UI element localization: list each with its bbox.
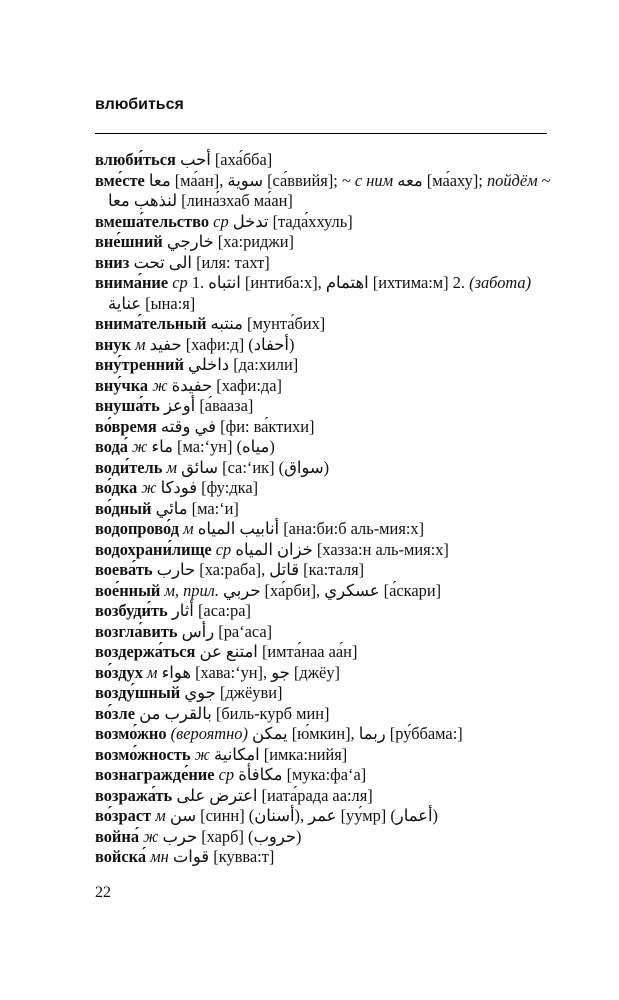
dictionary-entry bbox=[95, 171, 550, 192]
headword: во́зраст bbox=[95, 806, 152, 825]
translation: حرب [харб] (حروب) bbox=[158, 826, 302, 846]
dictionary-entry bbox=[95, 622, 550, 643]
dictionary-entry bbox=[95, 417, 550, 438]
translation: تدخل [тада́ххуль] bbox=[228, 211, 353, 231]
translation: فودكا [фу:дка] bbox=[156, 478, 259, 497]
grammar-label: ж bbox=[127, 437, 148, 456]
translation: الى تحت [иля: тахт] bbox=[129, 252, 270, 272]
entry-continuation bbox=[95, 191, 550, 212]
entry-text: لنذهب معا [лина́зхаб ма́ан] bbox=[108, 191, 293, 210]
dictionary-entry bbox=[95, 355, 550, 376]
headword: вне́шний bbox=[95, 232, 163, 251]
translation: خزان المياه [хазза:н аль-мия:х] bbox=[231, 539, 449, 559]
headword: возмо́жно bbox=[95, 724, 167, 743]
dictionary-entry bbox=[95, 519, 550, 540]
translation: قوات [кувва:т] bbox=[168, 847, 275, 866]
dictionary-entry bbox=[95, 212, 550, 233]
translation: يمكن [ю́мкин], ربما [ру́ббама:] bbox=[247, 724, 463, 743]
dictionary-entry bbox=[95, 581, 550, 602]
headword: возду́шный bbox=[95, 683, 181, 702]
grammar-label: ср bbox=[211, 539, 232, 559]
headword: вмеша́тельство bbox=[95, 211, 210, 231]
headword: во́дный bbox=[95, 498, 152, 518]
dictionary-entry bbox=[95, 253, 550, 274]
translation: سن [синн] (أسنان), عمر [уу́мр] (أعمار) bbox=[165, 806, 438, 825]
dictionary-entry bbox=[95, 396, 550, 417]
translation: في وقته [фи: ва́ктихи] bbox=[156, 416, 315, 436]
translation: حارب [ха:раба], قاتل [ка:таля] bbox=[152, 560, 365, 579]
translation: حربي [ха́рби], عسكري [а́скари] bbox=[218, 580, 442, 600]
translation: هواء [хава:‘ун], جو [джёу] bbox=[157, 662, 340, 682]
dictionary-entry bbox=[95, 642, 550, 663]
headword: вниз bbox=[95, 252, 130, 272]
translation: أحب [аха́бба] bbox=[175, 150, 273, 169]
dictionary-entry bbox=[95, 437, 550, 458]
dictionary-entry bbox=[95, 745, 550, 766]
headword: водохрани́лище bbox=[95, 539, 212, 559]
translation: اعترض على [иата́рада аа:ля] bbox=[172, 785, 373, 805]
grammar-label: ж bbox=[148, 375, 168, 395]
headword: вну́тренний bbox=[95, 355, 184, 374]
grammar-label: ж bbox=[139, 826, 159, 846]
translation: سائق [са:‘ик] (سواق) bbox=[176, 457, 330, 477]
grammar-label: м bbox=[179, 519, 194, 538]
headword: во́дка bbox=[95, 478, 138, 497]
dictionary-entry bbox=[95, 376, 550, 397]
entry-text: عناية [ына:я] bbox=[108, 293, 196, 313]
translation: داخلي [да:хили] bbox=[183, 355, 299, 374]
dictionary-entry bbox=[95, 499, 550, 520]
translation: ~ bbox=[537, 170, 551, 190]
grammar-label: (вероятно) bbox=[166, 724, 248, 743]
grammar-label: мн bbox=[146, 847, 169, 866]
dictionary-entry bbox=[95, 540, 550, 561]
headword: воздержа́ться bbox=[95, 642, 196, 661]
headword: возража́ть bbox=[95, 785, 173, 805]
dictionary-entry bbox=[95, 683, 550, 704]
translation: خارجي [ха:риджи] bbox=[162, 232, 294, 251]
headword: водопрово́д bbox=[95, 519, 180, 538]
header-rule bbox=[95, 133, 547, 134]
translation: حفيد [хафи:д] (أحفاد) bbox=[145, 334, 295, 354]
translation: أثار [аса:ра] bbox=[167, 601, 251, 620]
dictionary-entry bbox=[95, 806, 550, 827]
grammar-label: м, прил. bbox=[160, 580, 219, 600]
headword: вну́чка bbox=[95, 375, 149, 395]
translation: جوي [джёуви] bbox=[180, 683, 283, 702]
headword: возгла́вить bbox=[95, 621, 178, 641]
dictionary-entry bbox=[95, 314, 550, 335]
headword: вознагражде́ние bbox=[95, 765, 215, 784]
translation: امتنع عن [имта́наа аа́н] bbox=[195, 642, 358, 661]
headword: войска́ bbox=[95, 847, 147, 866]
running-head: влюбиться bbox=[95, 96, 184, 113]
dictionary-entry bbox=[95, 786, 550, 807]
grammar-label: ср bbox=[168, 273, 188, 292]
dictionary-entry bbox=[95, 663, 550, 684]
headword: воева́ть bbox=[95, 560, 153, 579]
dictionary-entry bbox=[95, 458, 550, 479]
headword: во́зле bbox=[95, 703, 135, 723]
headword: возмо́жность bbox=[95, 744, 191, 764]
translation: مائي [ма:‘и] bbox=[151, 498, 239, 518]
dictionary-entry bbox=[95, 601, 550, 622]
headword: внуша́ть bbox=[95, 396, 160, 415]
dictionary-entry bbox=[95, 560, 550, 581]
grammar-label: ж bbox=[190, 744, 210, 764]
translation: معا [ма́ан], سوية [са́ввийя]; ~ bbox=[144, 170, 355, 190]
translation: ماء [ма:‘ун] (مياه) bbox=[147, 437, 275, 456]
entry-continuation bbox=[95, 294, 550, 315]
translation: 1. انتباه [интиба:х], اهتمام [ихтима:м] 2. bbox=[187, 273, 470, 292]
translation: حفيدة [хафи:да] bbox=[167, 375, 282, 395]
dictionary-entry bbox=[95, 335, 550, 356]
translation: بالقرب من [биль-курб мин] bbox=[135, 703, 330, 723]
dictionary-entry bbox=[95, 847, 550, 868]
translation: أوعز [а́вааза] bbox=[159, 396, 254, 415]
headword: вое́нный bbox=[95, 580, 161, 600]
dictionary-entry bbox=[95, 724, 550, 745]
translation: منتبه [мунта́бих] bbox=[206, 314, 326, 333]
headword: возбуди́ть bbox=[95, 601, 168, 620]
grammar-label: ж bbox=[137, 478, 157, 497]
grammar-label: м bbox=[151, 806, 166, 825]
headword: вода́ bbox=[95, 437, 128, 456]
headword: во́здух bbox=[95, 662, 143, 682]
translation: معه [ма́аху]; bbox=[393, 170, 487, 190]
dictionary-entry bbox=[95, 273, 550, 294]
translation: أنابيب المياه [ана:би:б аль-мия:х] bbox=[193, 519, 425, 538]
grammar-label: м bbox=[142, 662, 158, 682]
translation: مكافأة [мука:фа‘а] bbox=[234, 765, 367, 784]
headword: внук bbox=[95, 334, 131, 354]
headword: води́тель bbox=[95, 457, 163, 477]
usage-label: пойдём bbox=[486, 170, 538, 190]
dictionary-entries bbox=[95, 150, 550, 868]
headword: внима́ние bbox=[95, 273, 169, 292]
grammar-label: м bbox=[130, 334, 146, 354]
dictionary-entry bbox=[95, 827, 550, 848]
headword: влюби́ться bbox=[95, 150, 176, 169]
translation: امكانية [имка:нийя] bbox=[209, 744, 348, 764]
dictionary-entry bbox=[95, 765, 550, 786]
headword: война́ bbox=[95, 826, 140, 846]
grammar-label: ср bbox=[214, 765, 235, 784]
usage-label: с ним bbox=[354, 170, 394, 190]
grammar-label: ср bbox=[209, 211, 229, 231]
headword: вме́сте bbox=[95, 170, 145, 190]
dictionary-entry bbox=[95, 150, 550, 171]
page-number: 22 bbox=[95, 884, 111, 901]
dictionary-entry bbox=[95, 232, 550, 253]
usage-label: (забота) bbox=[469, 273, 532, 292]
translation: رأس [ра‘аса] bbox=[177, 621, 273, 641]
grammar-label: м bbox=[162, 457, 177, 477]
headword: внима́тельный bbox=[95, 314, 207, 333]
headword: во́время bbox=[95, 416, 157, 436]
dictionary-entry bbox=[95, 478, 550, 499]
dictionary-entry bbox=[95, 704, 550, 725]
